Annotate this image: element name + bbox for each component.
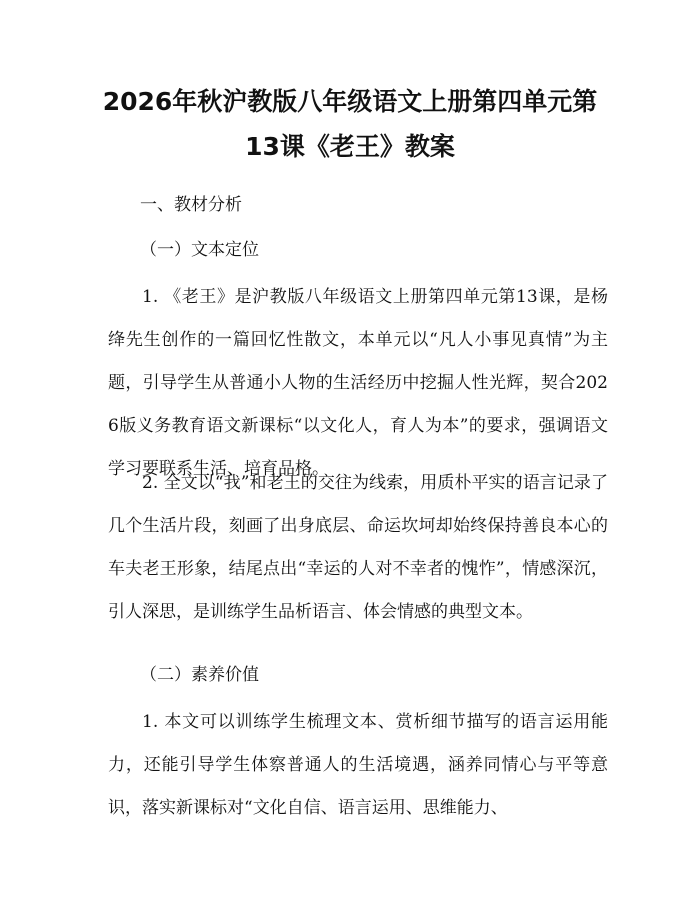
paragraph-2: 2. 全文以“我”和老王的交往为线索，用质朴平实的语言记录了几个生活片段，刻画了出身底层、命运坎坷却始终保持善良本心的车夫老王形象，结尾点出“幸运的人对不幸者的愧怍”，情感深沉，引人深思，是训练学生品析语言、体会情感的典型文本。 [108, 473, 608, 622]
document-title-line-1: 2026年秋沪教版八年级语文上册第四单元第 [102, 87, 598, 116]
paragraph-3: 1. 本文可以训练学生梳理文本、赏析细节描写的语言运用能力，还能引导学生体察普通人的生活境遇，涵养同情心与平等意识，落实新课标对“文化自信、语言运用、思维能力、 [108, 712, 608, 818]
subsection-heading-text-positioning: （一）文本定位 [140, 240, 259, 260]
document-title-line-2: 13课《老王》教案 [245, 132, 455, 161]
paragraph-1: 1. 《老王》是沪教版八年级语文上册第四单元第13课，是杨绛先生创作的一篇回忆性散文，本单元以“凡人小事见真情”为主题，引导学生从普通小人物的生活经历中挖掘人性光辉，契合2026版义务教育语文新课标“以文化人，育人为本”的要求，强调语文学习要联系生活、培育品格。 [108, 287, 608, 479]
section-heading-teaching-material-analysis: 一、教材分析 [140, 195, 242, 215]
subsection-heading-literacy-value: （二）素养价值 [140, 665, 259, 685]
